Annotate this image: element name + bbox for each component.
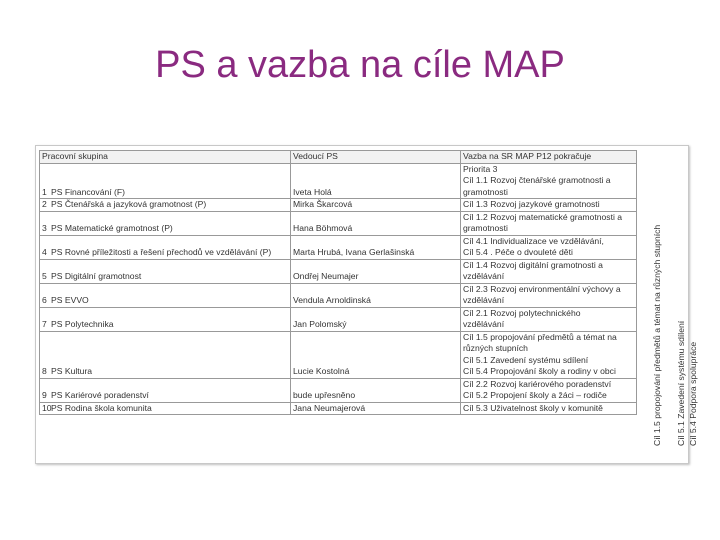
group-name: PS Rovné příležitosti a řešení přechodů ve vzdělávání (P) [51,247,272,257]
link-cell [461,163,637,199]
leader-cell: Mirka Škarcová [291,199,461,212]
leader-cell: bude upřesněno [291,378,461,402]
row-number: 9 [42,390,47,400]
link-line: Cíl 5.4 . Péče o dvouleté děti [463,247,573,257]
link-cell [461,378,637,402]
col-header-group: Pracovní skupina [40,151,291,164]
col-header-leader: Vedoucí PS [291,151,461,164]
link-cell [461,259,637,283]
link-line: různých stupních [463,343,528,353]
link-line: Cíl 5.2 Propojení školy a žáci – rodiče [463,390,607,400]
link-line: Cíl 2.2 Rozvoj kariérového poradenství [463,378,612,389]
group-name: PS Digitální gramotnost [51,271,142,281]
link-line: Cíl 1.5 propojování předmětů a témat na [463,331,617,342]
group-name: PS Matematické gramotnost (P) [51,223,173,233]
link-line: gramotnosti [463,186,508,197]
table-header-row [40,151,637,164]
link-cell [461,199,637,212]
link-line: Cíl 5.4 Propojování školy a rodiny v obci [463,366,616,376]
leader-cell: Jan Polomský [291,307,461,331]
group-name: PS Kariérové poradenství [51,390,149,400]
link-line: gramotnosti [463,223,508,233]
leader-cell: Iveta Holá [291,163,461,199]
group-cell [40,331,291,378]
link-cell [461,283,637,307]
col-header-link: Vazba na SR MAP P12 pokračuje [461,151,637,164]
group-name: PS Čtenářská a jazyková gramotnost (P) [51,199,207,209]
link-cell [461,402,637,415]
link-line: Priorita 3 [463,163,498,174]
group-cell [40,283,291,307]
link-line: Cíl 5.1 Zavedení systému sdílení [463,354,589,365]
group-cell [40,307,291,331]
link-line: vzdělávání [463,271,505,281]
row-number: 2 [42,199,47,209]
group-name: PS Financování (F) [51,186,126,197]
row-number: 5 [42,271,47,281]
link-line: Cíl 5.3 Uživatelnost školy v komunitě [463,402,603,413]
group-cell [40,163,291,199]
group-name: PS Kultura [51,366,93,376]
row-number: 10 [42,402,52,413]
table-row [40,211,637,235]
link-cell [461,307,637,331]
side-note-2-line-1: Cíl 5.1 Zavedení systému sdílení [676,320,686,446]
leader-cell: Lucie Kostolná [291,331,461,378]
row-number: 6 [42,295,47,305]
row-number: 7 [42,319,47,329]
link-line: vzdělávání [463,295,505,305]
group-cell [40,211,291,235]
link-line: Cíl 1.1 Rozvoj čtenářské gramotnosti a [463,175,611,185]
group-cell [40,259,291,283]
ps-table [39,150,637,415]
group-name: PS Rodina škola komunita [51,402,152,413]
link-cell [461,331,637,378]
side-note-1: Cíl 1.5 propojování předmětů a témat na různých stupních [652,224,662,446]
link-line: Cíl 1.3 Rozvoj jazykové gramotnosti [463,199,600,209]
link-line: Cíl 1.4 Rozvoj digitální gramotnosti a [463,259,603,270]
link-cell [461,235,637,259]
row-number: 1 [42,186,47,197]
table-row [40,199,637,212]
table-row [40,331,637,378]
table-row [40,378,637,402]
group-name: PS Polytechnika [51,319,114,329]
link-line: Cíl 2.1 Rozvoj polytechnického [463,307,581,318]
link-line: Cíl 1.2 Rozvoj matematické gramotnosti a [463,211,623,222]
leader-cell: Jana Neumajerová [291,402,461,415]
group-cell [40,235,291,259]
row-number: 3 [42,223,47,233]
side-note-2 [676,321,699,446]
row-number: 4 [42,247,47,257]
table-row [40,283,637,307]
group-cell [40,402,291,415]
link-line: Cíl 4.1 Individualizace ve vzdělávání, [463,235,604,246]
side-note-2-line-2: Cíl 5.4 Podpora spolupráce [687,341,698,446]
table-row [40,259,637,283]
group-name: PS EVVO [51,295,89,305]
leader-cell: Ondřej Neumajer [291,259,461,283]
table-row [40,307,637,331]
group-cell [40,199,291,212]
leader-cell: Vendula Arnoldinská [291,283,461,307]
table-row [40,235,637,259]
table-row [40,402,637,415]
link-line: Cíl 2.3 Rozvoj environmentální výchovy a [463,283,621,294]
table-image [35,145,698,464]
link-cell [461,211,637,235]
slide-title: PS a vazba na cíle MAP [155,44,565,86]
leader-cell: Hana Böhmová [291,211,461,235]
leader-cell: Marta Hrubá, Ivana Gerlašinská [291,235,461,259]
row-number: 8 [42,366,47,376]
link-line: vzdělávání [463,319,505,329]
group-cell [40,378,291,402]
table-row [40,163,637,199]
